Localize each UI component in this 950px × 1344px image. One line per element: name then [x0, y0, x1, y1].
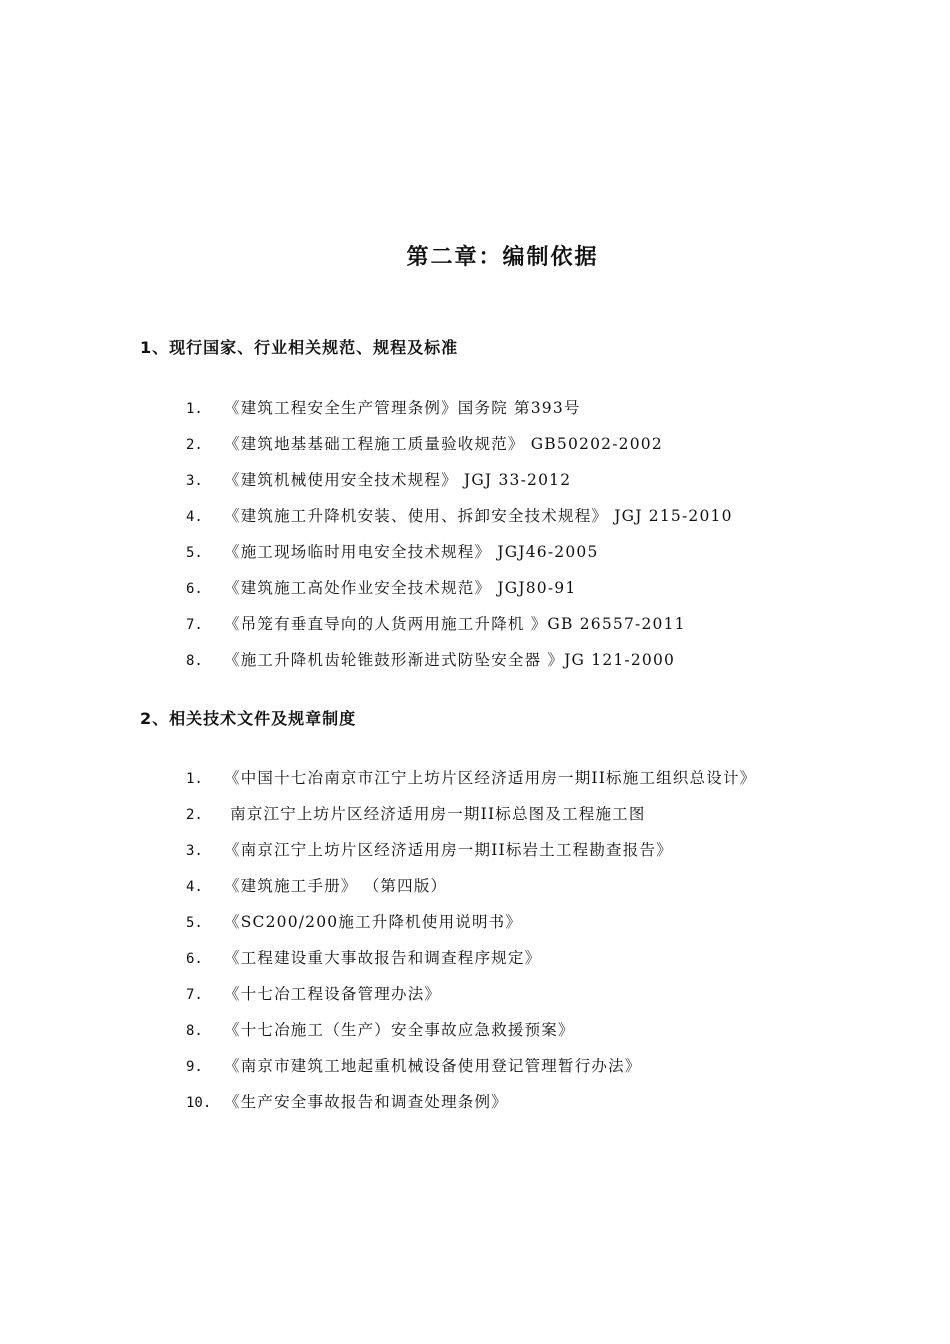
- list-item: [186, 576, 733, 612]
- item-text: 《施工升降机齿轮锥鼓形渐进式防坠安全器 》JG 121-2000: [224, 651, 676, 669]
- item-text: 《建筑施工手册》 （第四版）: [224, 877, 448, 895]
- item-text: 《十七冶施工（生产）安全事故应急救援预案》: [224, 1021, 575, 1039]
- item-text: 《建筑工程安全生产管理条例》国务院 第393号: [224, 399, 581, 417]
- item-number: 1.: [186, 401, 203, 417]
- item-number: 7.: [186, 617, 203, 633]
- item-text: 《吊笼有垂直导向的人货两用施工升降机 》GB 26557-2011: [224, 615, 686, 633]
- item-text: 《南京市建筑工地起重机械设备使用登记管理暂行办法》: [224, 1057, 642, 1075]
- list-item: [186, 982, 756, 1018]
- item-text: 《生产安全事故报告和调查处理条例》: [224, 1093, 508, 1111]
- item-number: 5.: [186, 545, 203, 561]
- item-text: 《建筑施工升降机安装、使用、拆卸安全技术规程》 JGJ 215-2010: [224, 507, 733, 525]
- item-text: 《南京江宁上坊片区经济适用房一期II标岩土工程勘查报告》: [224, 841, 673, 859]
- list-item: [186, 468, 733, 504]
- list-item: [186, 838, 756, 874]
- documents-list: [186, 766, 756, 1126]
- item-number: 3.: [186, 843, 203, 859]
- item-number: 9.: [186, 1059, 203, 1075]
- chapter-title: 第二章：编制依据: [406, 245, 599, 270]
- list-item: [186, 766, 756, 802]
- item-number: 4.: [186, 509, 203, 525]
- item-number: 5.: [186, 915, 203, 931]
- item-text: 《十七冶工程设备管理办法》: [224, 985, 442, 1003]
- list-item: [186, 396, 733, 432]
- list-item: [186, 1090, 756, 1126]
- list-item: [186, 946, 756, 982]
- list-item: [186, 612, 733, 648]
- list-item: [186, 432, 733, 468]
- item-number: 8.: [186, 653, 203, 669]
- list-item: [186, 802, 756, 838]
- standards-list: [186, 396, 733, 684]
- section-heading-standards: 1、现行国家、行业相关规范、规程及标准: [140, 338, 459, 357]
- item-number: 2.: [186, 437, 203, 453]
- list-item: [186, 540, 733, 576]
- list-item: [186, 648, 733, 684]
- list-item: [186, 1054, 756, 1090]
- item-number: 6.: [186, 581, 203, 597]
- item-text: 《SC200/200施工升降机使用说明书》: [224, 913, 523, 931]
- item-number: 8.: [186, 1023, 203, 1039]
- item-text: 《建筑地基基础工程施工质量验收规范》 GB50202-2002: [224, 435, 663, 453]
- item-text: 《建筑施工高处作业安全技术规范》 JGJ80-91: [224, 579, 577, 597]
- item-number: 1.: [186, 771, 203, 787]
- item-number: 4.: [186, 879, 203, 895]
- item-number: 7.: [186, 987, 203, 1003]
- section-heading-documents: 2、相关技术文件及规章制度: [140, 709, 357, 728]
- item-number: 3.: [186, 473, 203, 489]
- item-text: 《中国十七冶南京市江宁上坊片区经济适用房一期II标施工组织总设计》: [224, 769, 757, 787]
- list-item: [186, 1018, 756, 1054]
- list-item: [186, 874, 756, 910]
- list-item: [186, 910, 756, 946]
- item-number: 6.: [186, 951, 203, 967]
- item-text: 南京江宁上坊片区经济适用房一期II标总图及工程施工图: [224, 805, 646, 823]
- item-number: 10.: [186, 1095, 212, 1111]
- list-item: [186, 504, 733, 540]
- item-number: 2.: [186, 807, 203, 823]
- item-text: 《工程建设重大事故报告和调查程序规定》: [224, 949, 542, 967]
- item-text: 《建筑机械使用安全技术规程》 JGJ 33-2012: [224, 471, 572, 489]
- item-text: 《施工现场临时用电安全技术规程》 JGJ46-2005: [224, 543, 599, 561]
